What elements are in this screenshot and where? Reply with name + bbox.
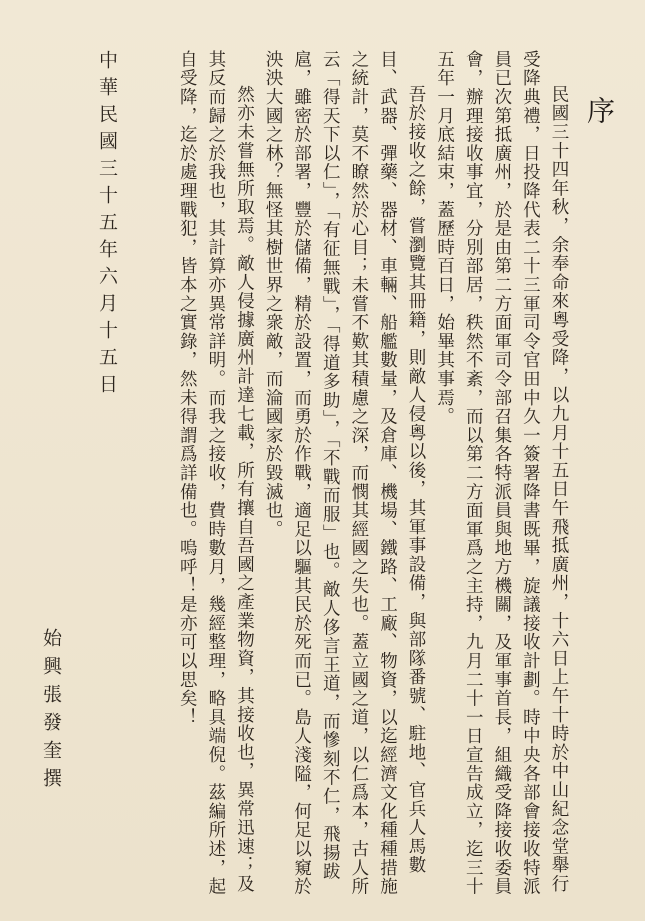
preface-body — [53, 50, 573, 900]
paragraph-2: 吾於接收之餘，嘗瀏覽其冊籍，則敵人侵粵以後，其軍事設備，與部隊番號、駐地、官兵人馬數目、武器、彈藥、器材、車輛、船艦數量，及倉庫、機場、鐵路、工廠、物資，以迄經濟文化種種措施之統計，莫不瞭然於心目；未嘗不歎其積慮之深，而憫其經國之失也。蓋立國之道，以仁爲本，古人所云「得天下以仁」，「有征無戰」，「得道多助」，「不戰而服」也。敵人侈言王道，而慘刻不仁，飛揚跋扈，雖密於部署，豐於儲備，精於設置，而勇於作戰，適足以驅其民於死而已。島人淺隘，何足以窺於泱泱大國之林？無怪其樹世界之衆敵，而淪國家於毀滅也。 — [263, 50, 427, 896]
page-title: 序 — [583, 96, 616, 126]
author-signature: 始興張發奎撰 — [40, 628, 62, 796]
paragraph-1: 民國三十四年秋，余奉命來粵受降，以九月十五日午飛抵廣州，十六日上午十時於中山紀念堂舉行受降典禮，日投降代表二十三軍司令官田中久一簽署降書既畢，旋議接收計劃。時中央各部會接收特派員已次第抵廣州，於是由第二方面軍司令部召集各特派員與地方機關，及軍事首長，組織受降接收委員會，辦理接收事宜，分別部居，秩然不紊，而以第二方面軍爲之主持，九月二十一日宣告成立，迄三十五年一月底結束，蓋歷時百日，始畢其事焉。 — [434, 50, 569, 896]
paragraph-3: 然亦未嘗無所取焉。敵人侵據廣州計達七載，所有攘自吾國之產業物資，其接收也，異常迅速；及其反而歸之於我也，其計算亦異常詳明。而我之接收，費時數月，幾經整理，略具端倪。茲編所述，起自受降，迄於處理戰犯，皆本之實錄，然未得謂爲詳備也。嗚呼！是亦可以思矣！ — [177, 50, 255, 896]
date-line: 中華民國三十五年六月十五日 — [96, 50, 118, 401]
